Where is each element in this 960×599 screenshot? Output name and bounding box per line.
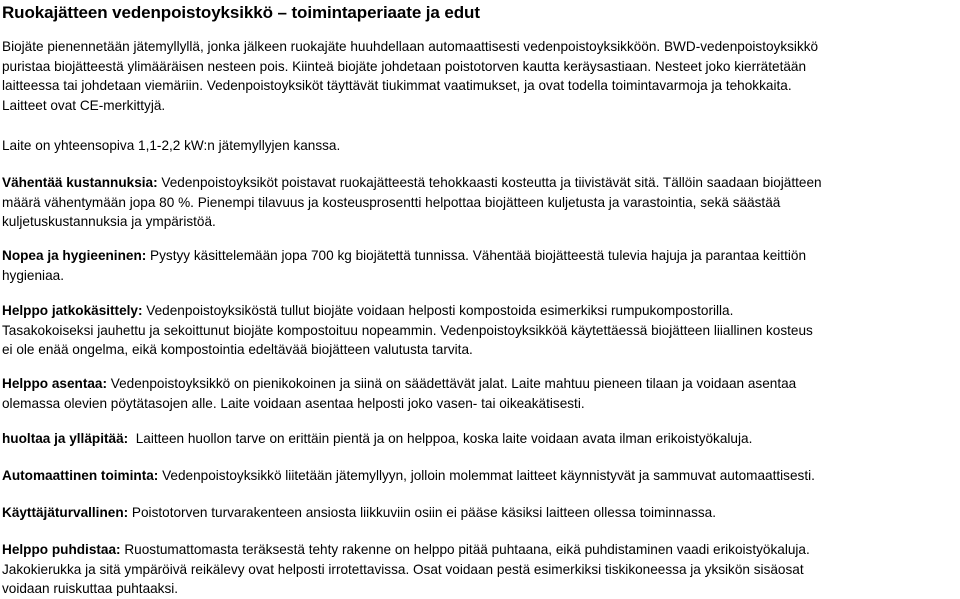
section-text: Vedenpoistoyksikkö liitetään jätemyllyyn, jolloin molemmat laitteet käynnistyvät ja sammuvat automaattisesti. <box>158 468 815 483</box>
intro-line: laitteessa tai johdetaan viemäriin. Vedenpoistoyksiköt täyttävät tiukimmat vaatimukset, ja ovat todella toimintavarmoja ja tehokkaita. <box>2 78 792 94</box>
section-text: Ruostumattomasta teräksestä tehty rakenne on helppo pitää puhtaana, eikä puhdistaminen vaadi erikoistyökaluja. <box>120 542 810 557</box>
intro-line: puristaa biojätteestä ylimääräisen nesteen pois. Kiinteä biojäte johdetaan poistotorven kautta keräysastiaan. Nesteet joko kierrätetään <box>2 58 807 74</box>
section-line: ei ole enää ongelma, eikä kompostointia edeltävää biojätteen valutusta tarvita. <box>2 342 473 358</box>
section-line <box>2 429 958 449</box>
section-line: voidaan ruiskuttaa puhtaaksi. <box>2 581 179 597</box>
compat-text: Laite on yhteensopiva 1,1-2,2 kW:n jätemyllyjen kanssa. <box>2 138 341 153</box>
section-line <box>2 466 958 486</box>
section-label: Nopea ja hygieeninen: <box>2 248 147 263</box>
section-post-processing <box>2 301 958 360</box>
section-line: määrä vähentymään jopa 80 %. Pienempi tilavuus ja kosteusprosentti helpottaa biojätteen kuljetusta ja varastointia, sekä säästää <box>2 194 781 210</box>
intro-line: Biojäte pienennetään jätemyllyllä, jonka jälkeen ruokajäte huuhdellaan automaattisesti vedenpoistoyksikköön. BWD-vedenpoistoyksikkö <box>2 39 819 54</box>
intro-line: Laitteet ovat CE-merkittyjä. <box>2 97 166 113</box>
section-safety <box>2 503 958 523</box>
section-label: Vähentää kustannuksia: <box>2 175 158 190</box>
section-line: olemassa olevien pöytätasojen alle. Laite voidaan asentaa helposti joko vasen- tai oikeakätisesti. <box>2 395 585 411</box>
section-text: Vedenpoistoyksiköstä tullut biojäte voidaan helposti kompostoida esimerkiksi rumpukompostorilla. <box>142 303 734 318</box>
section-line <box>2 246 958 266</box>
section-text: Vedenpoistoyksiköt poistavat ruokajätteestä tehokkaasti kosteutta ja tiivistävät sitä. Tällöin saadaan biojätteen <box>157 175 822 190</box>
section-label: Helppo puhdistaa: <box>2 542 121 557</box>
section-install <box>2 374 958 413</box>
section-costs <box>2 173 958 232</box>
section-text: Laitteen huollon tarve on erittäin pientä ja on helppoa, koska laite voidaan avata ilman erikoistyökaluja. <box>128 431 753 446</box>
section-line: Tasakokoiseksi jauhettu ja sekoittunut biojäte kompostoituu nopeammin. Vedenpoistoyksikköä käytettäessä biojätteen liiallinen kosteus <box>2 322 813 338</box>
section-line: kuljetuskustannuksia ja ympäristöä. <box>2 214 216 230</box>
section-fast-hygienic <box>2 246 958 285</box>
section-line <box>2 540 958 560</box>
section-line <box>2 301 958 321</box>
section-label: Automaattinen toiminta: <box>2 468 159 483</box>
section-label: Käyttäjäturvallinen: <box>2 505 129 520</box>
compat-paragraph <box>2 136 958 156</box>
section-text: Pystyy käsittelemään jopa 700 kg biojätettä tunnissa. Vähentää biojätteestä tulevia hajuja ja parantaa keittiön <box>146 248 807 263</box>
section-line <box>2 173 958 193</box>
section-line: Jakokierukka ja sitä ympäröivä reikälevy ovat helposti irrotettavissa. Osat voidaan pestä esimerkiksi tiskikoneessa ja yksikön sisäosat <box>2 561 804 577</box>
section-line <box>2 374 958 394</box>
section-text: Poistotorven turvarakenteen ansiosta liikkuviin osiin ei pääse käsiksi laitteen ollessa toiminnassa. <box>128 505 717 520</box>
section-line: hygieniaa. <box>2 267 64 283</box>
section-automatic <box>2 466 958 486</box>
page-title: Ruokajätteen vedenpoistoyksikkö – toimintaperiaate ja edut <box>2 3 480 22</box>
section-line <box>2 503 958 523</box>
section-text: Vedenpoistoyksikkö on pienikokoinen ja siinä on säädettävät jalat. Laite mahtuu pieneen tilaan ja voidaan asentaa <box>107 376 797 391</box>
section-label: Helppo jatkokäsittely: <box>2 303 143 318</box>
intro-paragraph <box>2 37 958 115</box>
section-cleaning <box>2 540 958 599</box>
section-label: Helppo asentaa: <box>2 376 107 391</box>
section-label: huoltaa ja ylläpitää: <box>2 431 129 446</box>
section-maintenance <box>2 429 958 449</box>
